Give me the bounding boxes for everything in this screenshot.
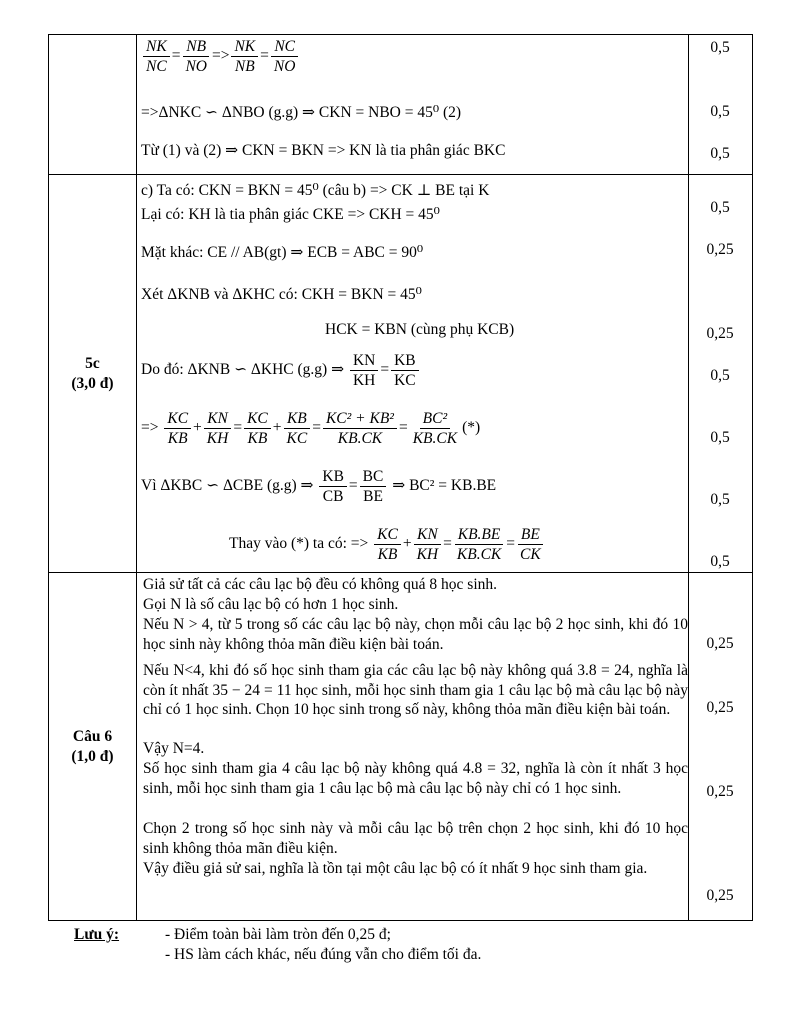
score-cell — [689, 573, 753, 921]
question-label: 5c — [85, 354, 100, 372]
note-label: Lưu ý: — [74, 926, 120, 943]
score-value: 0,25 — [706, 699, 734, 716]
score-value: 0,25 — [706, 241, 734, 258]
text-line: Từ (1) và (2) ⇒ CKN = BKN => KN là tia phân giác BKC — [141, 142, 506, 159]
formula-line: $\frac{NK}{NC}$ = $\frac{NB}{NO}$ => $\frac{NK}{NB}$ = $\frac{NC}{NO}$ — [141, 37, 300, 76]
content-cell — [137, 175, 689, 573]
score-value: 0,5 — [710, 491, 730, 508]
text-paragraph: Chọn 2 trong số học sinh này và mỗi câu lạc bộ trên chọn 2 học sinh, khi đó 10 học sinh không thỏa mãn điều kiện. — [143, 820, 688, 857]
question-points: (3,0 đ) — [71, 374, 114, 392]
row-label-cell — [49, 35, 137, 175]
note-line: - Điểm toàn bài làm tròn đến 0,25 đ; — [165, 926, 391, 943]
question-points: (1,0 đ) — [71, 747, 114, 765]
text-line: c) Ta có: CKN = BKN = 45⁰ (câu b) => CK ⊥ BE tại K — [141, 182, 490, 199]
score-cell — [689, 175, 753, 573]
score-value: 0,25 — [706, 325, 734, 342]
text-paragraph: Số học sinh tham gia 4 câu lạc bộ này không quá 4.8 = 32, nghĩa là còn ít nhất 3 học sinh, mỗi học sinh tham gia 1 câu lạc bộ mà câu lạc bộ này chỉ có 1 học sinh. — [143, 760, 688, 797]
formula-line: Thay vào (*) ta có: => $\frac{KC}{KB}$ + $\frac{KN}{KH}$ = $\frac{KB.BE}{KB.CK}$ = $\frac{BE}{CK}$ — [229, 525, 546, 564]
text-line: =>ΔNKC ∽ ΔNBO (g.g) ⇒ CKN = NBO = 45⁰ (2) — [141, 104, 462, 121]
text-paragraph: Vậy N=4. — [143, 740, 205, 757]
table-row — [49, 175, 753, 573]
score-value: 0,5 — [710, 553, 730, 570]
score-value: 0,25 — [706, 887, 734, 904]
row-label-cell — [49, 573, 137, 921]
text-paragraph: Giả sử tất cả các câu lạc bộ đều có không quá 8 học sinh. — [143, 576, 498, 593]
content-cell — [137, 35, 689, 175]
score-value: 0,25 — [706, 783, 734, 800]
formula-line: Do đó: ΔKNB ∽ ΔKHC (g.g) ⇒ $\frac{KN}{KH}$ = $\frac{KB}{KC}$ — [141, 351, 421, 390]
score-value: 0,5 — [710, 367, 730, 384]
table-row — [49, 35, 753, 175]
score-value: 0,25 — [706, 635, 734, 652]
row-label-cell — [49, 175, 137, 573]
score-value: 0,5 — [710, 199, 730, 216]
text-line: HCK = KBN (cùng phụ KCB) — [325, 321, 515, 338]
score-value: 0,5 — [710, 39, 730, 56]
content-cell — [137, 573, 689, 921]
score-cell — [689, 35, 753, 175]
formula-line: Vì ΔKBC ∽ ΔCBE (g.g) ⇒ $\frac{KB}{CB}$ = $\frac{BC}{BE}$ ⇒ BC² = KB.BE — [141, 468, 497, 505]
question-label: Câu 6 — [72, 727, 113, 745]
score-value: 0,5 — [710, 103, 730, 120]
score-value: 0,5 — [710, 145, 730, 162]
text-line: Lại có: KH là tia phân giác CKE => CKH = 45⁰ — [141, 206, 440, 223]
text-line: Mặt khác: CE // AB(gt) ⇒ ECB = ABC = 90⁰ — [141, 244, 424, 261]
text-line: Xét ΔKNB và ΔKHC có: CKH = BKN = 45⁰ — [141, 286, 422, 303]
text-paragraph: Nếu N<4, khi đó số học sinh tham gia các câu lạc bộ này không quá 3.8 = 24, nghĩa là còn ít nhất 35 − 24 = 11 học sinh, mỗi học sinh tham gia 1 câu lạc bộ mà câu lạc bộ này chỉ có 1 học sinh. Chọn 10 học sinh trong số này, không thỏa mãn điều kiện bài toán. — [143, 662, 688, 718]
answer-table — [48, 34, 753, 921]
note-line: - HS làm cách khác, nếu đúng vẫn cho điểm tối đa. — [165, 946, 482, 963]
text-paragraph: Nếu N > 4, từ 5 trong số các câu lạc bộ này, chọn mỗi câu lạc bộ 2 học sinh, khi đó 10 học sinh này không thỏa mãn điều kiện bài toán. — [143, 616, 688, 653]
formula-line: => $\frac{KC}{KB}$ + $\frac{KN}{KH}$ = $\frac{KC}{KB}$ + $\frac{KB}{KC}$ = $\frac{\text{KC² + KB²}}{KB.CK}$ = $\frac{\text{BC²}}{KB.CK}$ (*) — [141, 410, 481, 447]
table-row — [49, 573, 753, 921]
text-paragraph: Gọi N là số câu lạc bộ có hơn 1 học sinh. — [143, 596, 399, 613]
score-value: 0,5 — [710, 429, 730, 446]
text-paragraph: Vậy điều giả sử sai, nghĩa là tồn tại một câu lạc bộ có ít nhất 9 học sinh tham gia. — [143, 860, 648, 877]
